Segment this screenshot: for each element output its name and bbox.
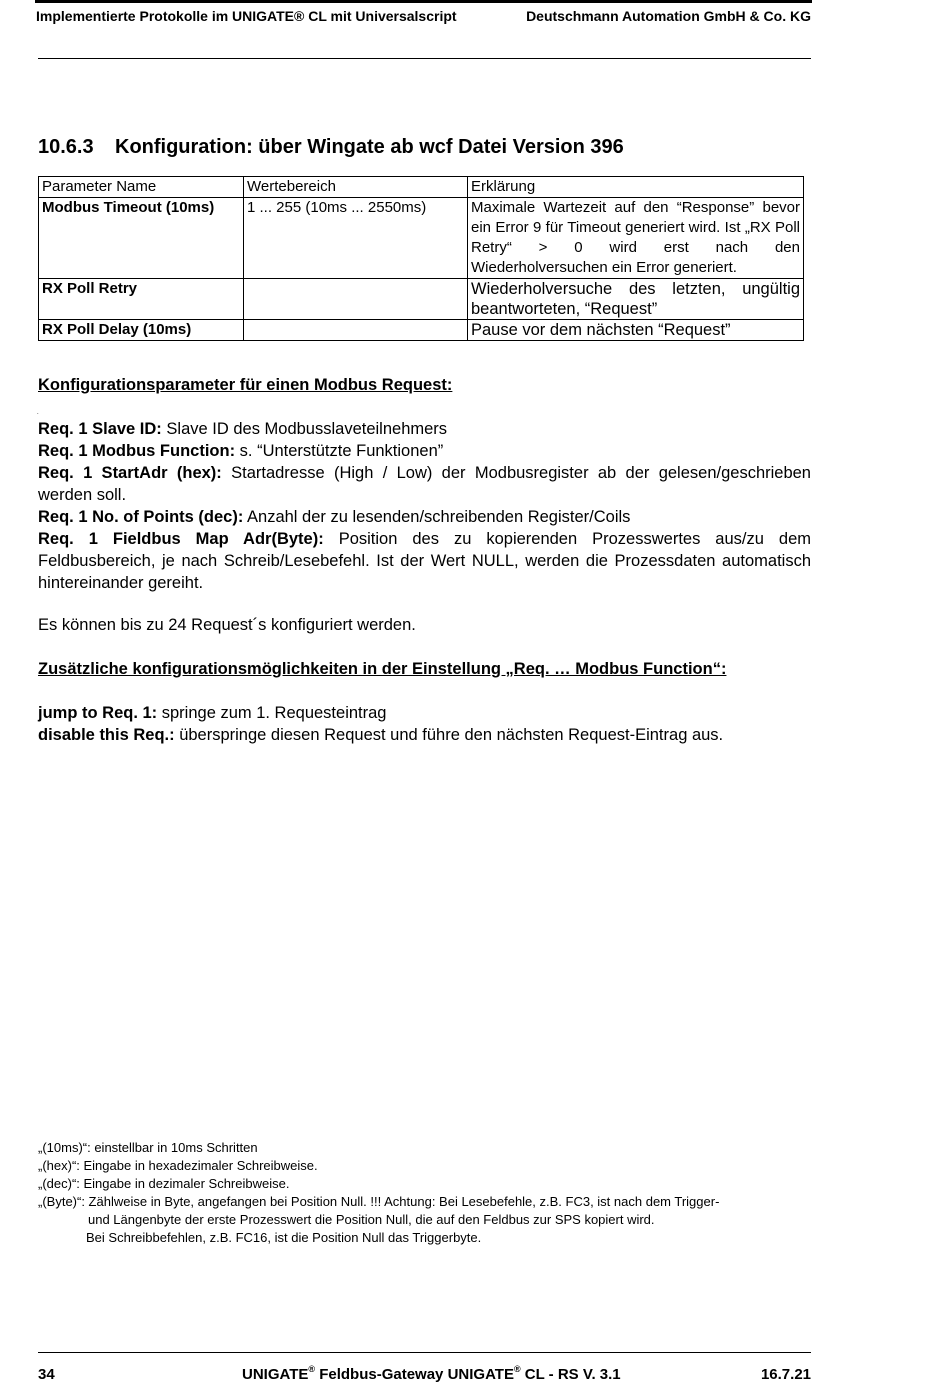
footnote-continuation: und Längenbyte der erste Prozesswert die Position Null, die auf den Feldbus zur SPS kopiert wird. bbox=[88, 1212, 655, 1227]
section-title: Konfiguration: über Wingate ab wcf Datei Version 396 bbox=[115, 136, 624, 158]
param-name: RX Poll Delay (10ms) bbox=[39, 320, 244, 341]
footnote: „(10ms)“: einstellbar in 10ms Schritten bbox=[38, 1140, 258, 1155]
param-description: Maximale Wartezeit auf den “Response” bevor ein Error 9 für Timeout generiert wird. Ist „RX Poll Retry“ > 0 wird erst nach den Wiederholversuchen ein Error generiert. bbox=[468, 198, 804, 279]
parameter-table bbox=[38, 176, 804, 341]
page-number: 34 bbox=[38, 1366, 55, 1383]
table-row bbox=[39, 279, 804, 320]
header-divider bbox=[38, 58, 811, 59]
list-item: Req. 1 Slave ID: Slave ID des Modbusslaveteilnehmers bbox=[38, 420, 448, 438]
table-header-row bbox=[39, 177, 804, 198]
footnotes bbox=[38, 1139, 818, 1247]
param-name: Modbus Timeout (10ms) bbox=[39, 198, 244, 279]
request-parameter-list bbox=[38, 418, 811, 594]
param-range bbox=[244, 320, 468, 341]
footnote: „(hex)“: Eingabe in hexadezimaler Schreibweise. bbox=[38, 1158, 318, 1173]
list-item: disable this Req.: überspringe diesen Request und führe den nächsten Request-Eintrag aus. bbox=[38, 726, 724, 744]
extra-option-list bbox=[38, 702, 811, 746]
list-item: jump to Req. 1: springe zum 1. Requesteintrag bbox=[38, 704, 387, 722]
table-header-cell: Parameter Name bbox=[39, 177, 244, 198]
request-count-note: Es können bis zu 24 Request´s konfiguriert werden. bbox=[38, 616, 416, 634]
table-row bbox=[39, 320, 804, 341]
extra-heading-text: Zusätzliche konfigurationsmöglichkeiten in der Einstellung „Req. … Modbus Function“: bbox=[38, 660, 727, 678]
request-heading bbox=[38, 374, 811, 396]
extra-heading bbox=[38, 658, 811, 680]
table-header-cell: Erklärung bbox=[468, 177, 804, 198]
header-left: Implementierte Protokolle im UNIGATE® CL mit Universalscript bbox=[36, 8, 457, 24]
header-right: Deutschmann Automation GmbH & Co. KG bbox=[526, 8, 811, 24]
footer-title: UNIGATE® Feldbus-Gateway UNIGATE® CL - RS V. 3.1 bbox=[242, 1364, 621, 1383]
param-range bbox=[244, 279, 468, 320]
list-item: Req. 1 No. of Points (dec): Anzahl der zu lesenden/schreibenden Register/Coils bbox=[38, 508, 631, 526]
list-item: Req. 1 Fieldbus Map Adr(Byte): Position des zu kopierenden Prozesswertes aus/zu dem Feldbusbereich, je nach Schreib/Lesebefehl. Ist der Wert NULL, werden die Prozessdaten automatisch hintereinander gereiht. bbox=[38, 530, 811, 592]
table-row bbox=[39, 198, 804, 279]
param-name: RX Poll Retry bbox=[39, 279, 244, 320]
list-item: Req. 1 StartAdr (hex): Startadresse (High / Low) der Modbusregister ab der gelesen/geschrieben werden soll. bbox=[38, 464, 811, 504]
section-heading bbox=[38, 136, 624, 159]
table-header-cell: Wertebereich bbox=[244, 177, 468, 198]
param-range: 1 ... 255 (10ms ... 2550ms) bbox=[244, 198, 468, 279]
top-rule bbox=[35, 0, 812, 3]
footnote: „(dec)“: Eingabe in dezimaler Schreibweise. bbox=[38, 1176, 290, 1191]
section-number: 10.6.3 bbox=[38, 136, 94, 158]
request-heading-text: Konfigurationsparameter für einen Modbus Request: bbox=[38, 376, 453, 394]
footer-divider bbox=[38, 1352, 811, 1353]
param-description: Pause vor dem nächsten “Request” bbox=[468, 320, 804, 341]
param-description: Wiederholversuche des letzten, ungültig beantworteten, “Request” bbox=[468, 279, 804, 320]
footnote-continuation: Bei Schreibbefehlen, z.B. FC16, ist die Position Null das Triggerbyte. bbox=[86, 1230, 482, 1245]
list-item: Req. 1 Modbus Function: s. “Unterstützte Funktionen” bbox=[38, 442, 444, 460]
stray-dot: . bbox=[37, 410, 39, 416]
footer-date: 16.7.21 bbox=[760, 1366, 811, 1383]
footnote: „(Byte)“: Zählweise in Byte, angefangen bei Position Null. !!! Achtung: Bei Lesebefehle, z.B. FC3, ist nach dem Trigger- bbox=[38, 1194, 720, 1209]
